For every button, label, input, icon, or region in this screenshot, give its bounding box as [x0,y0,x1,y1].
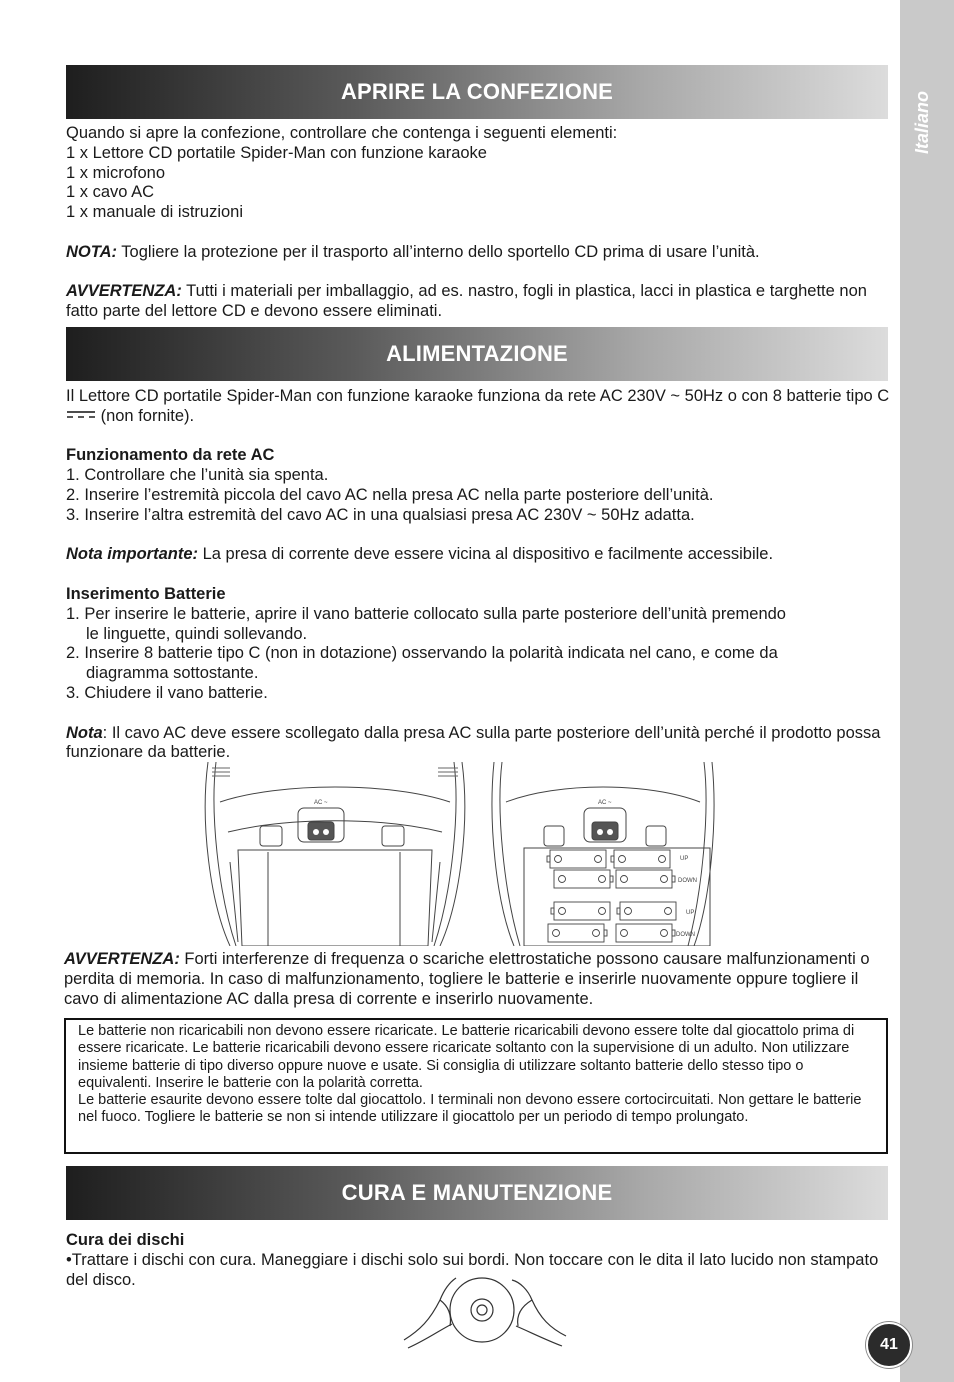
care-heading: Cura dei dischi [66,1231,185,1249]
battery-terminal [551,908,554,914]
minus-terminal-icon [621,930,628,937]
ac-label: AC ~ [598,800,612,806]
battery-step: 2. Inserire 8 batterie tipo C (non in dotazione) osservando la polarità indicata nel cano, e come da [66,644,778,663]
battery-step-cont: le linguette, quindi sollevando. [86,624,308,643]
battery-terminal [610,876,613,882]
battery-cell [550,850,606,868]
plus-terminal-icon [619,856,626,863]
minus-terminal-icon [665,908,672,915]
section-header-unpack [66,65,888,119]
list-item: 1 x manuale di istruzioni [66,203,244,222]
battery-cell [616,870,672,888]
list-item: 1 x microfono [66,163,166,182]
plus-terminal-icon [661,930,668,937]
power-body [66,387,892,763]
battery-terminal [611,856,614,862]
list-item: 1 x Lettore CD portatile Spider-Man con funzione karaoke [66,143,487,162]
section-title: ALIMENTAZIONE [386,341,568,366]
battery-step: 1. Per inserire le batterie, aprire il vano batterie collocato sulla parte posteriore dell’unità premendo [66,604,786,623]
battery-cover-closed-illustration [200,762,470,946]
battery-cell [554,870,610,888]
row-label-up: UP [686,910,695,916]
battery-safety-text: Le batterie esaurite devono essere tolte dal giocattolo. I terminali non devono essere cortocircuitati. Non gettare le batterie nel fuoco. Togliere le batterie se non si intende utilizzare il giocattolo per un periodo di tempo prolungato. [78,1092,862,1126]
battery-cell [620,902,676,920]
ac-heading: Funzionamento da rete AC [66,446,275,465]
battery-terminal [672,930,675,936]
section-header-power [66,327,888,381]
unpack-intro: Quando si apre la confezione, controllare che contenga i seguenti elementi: [66,124,618,142]
battery-heading: Inserimento Batterie [66,584,226,603]
battery-step: 3. Chiudere il vano batterie. [66,683,268,702]
unpack-note [66,243,892,263]
battery-cell [548,924,604,942]
plus-terminal-icon [593,930,600,937]
note-text: La presa di corrente deve essere vicina al dispositivo e facilmente accessibile. [198,545,774,564]
warning-text: Forti interferenze di frequenza o scariche elettrostatiche possono causare malfunzionamenti o perdita di memoria. In caso di malfunzionamento, togliere le batterie e inserirle nuovamente oppure togliere il cavo di alimentazione AC dalla presa di corrente e inserirlo nuovamente. [64,950,870,1008]
battery-note [66,724,892,764]
battery-cell [616,924,672,942]
warning-label: AVVERTENZA: [64,950,180,968]
plus-terminal-icon [599,876,606,883]
minus-terminal-icon [559,876,566,883]
warning-text: Tutti i materiali per imballaggio, ad es. nastro, fogli in plastica, lacci in plastica e targhette non fatto parte del lettore CD e devono essere eliminati. [66,282,867,321]
ac-label: AC ~ [314,800,328,806]
battery-safety-box [64,1018,888,1154]
unpack-warning [66,282,892,322]
battery-step-cont: diagramma sottostante. [86,664,259,683]
ac-step: 2. Inserire l’estremità piccola del cavo AC nella presa AC nella parte posteriore dell’unità. [66,485,714,504]
list-item: 1 x cavo AC [66,183,155,202]
dc-symbol-icon [66,409,96,419]
page-number: 41 [866,1322,912,1368]
battery-cell [614,850,670,868]
plus-terminal-icon [661,876,668,883]
section-title: CURA E MANUTENZIONE [341,1180,613,1205]
minus-terminal-icon [595,856,602,863]
language-sidebar [900,0,954,1382]
battery-terminal [617,908,620,914]
minus-terminal-icon [553,930,560,937]
note-text: : Il cavo AC deve essere scollegato dalla presa AC sulla parte posteriore dell’unità perché il prodotto possa funzionare da batterie. [66,723,881,762]
language-tab [912,72,938,162]
battery-terminal [672,876,675,882]
note-label: Nota [66,723,103,742]
battery-terminal [547,856,550,862]
note-label: Nota importante: [66,545,198,564]
plus-terminal-icon [559,908,566,915]
minus-terminal-icon [621,876,628,883]
interference-warning [64,950,894,1009]
warning-label: AVVERTENZA: [66,282,182,301]
note-text: Togliere la protezione per il trasporto all’interno dello sportello CD prima di usare l’unità. [117,242,760,261]
care-text: •Trattare i dischi con cura. Maneggiare i dischi solo sui bordi. Non toccare con le dita il lato lucido non stampato del disco. [66,1250,879,1289]
power-intro: Il Lettore CD portatile Spider-Man con funzione karaoke funziona da rete AC 230V ~ 50Hz o con 8 batterie tipo C (non fornite). [66,387,890,425]
minus-terminal-icon [659,856,666,863]
section-title: APRIRE LA CONFEZIONE [340,79,614,104]
important-note [66,545,892,565]
battery-compartment-illustration [488,762,718,946]
row-label-up: UP [680,856,689,862]
battery-cell [554,902,610,920]
language-label: Italiano [912,90,932,154]
plus-terminal-icon [625,908,632,915]
ac-step: 1. Controllare che l’unità sia spenta. [66,466,329,485]
battery-terminal [604,930,607,936]
ac-step: 3. Inserire l’altra estremità del cavo AC in una qualsiasi presa AC 230V ~ 50Hz adatta. [66,505,695,524]
plus-terminal-icon [555,856,562,863]
minus-terminal-icon [599,908,606,915]
section-header-care [66,1166,888,1220]
battery-safety-text: Le batterie non ricaricabili non devono essere ricaricate. Le batterie ricaricabili devono essere tolte dal giocattolo prima di essere ricaricate. Le batterie ricaricabili devono essere ricaricate soltanto con la supervisione di un adulto. Non utilizzare insieme batterie di tipo diverso oppure nuove e usate. Si consiglia di utilizzare soltanto batterie dello stesso tipo o equivalenti. Inserire le batterie con la polarità corretta. [78,1023,855,1091]
row-label-down: DOWN [678,878,697,884]
note-label: NOTA: [66,242,118,261]
unpack-body [66,124,892,322]
disc-handling-illustration [400,1270,570,1360]
row-label-down: DOWN [676,932,695,938]
